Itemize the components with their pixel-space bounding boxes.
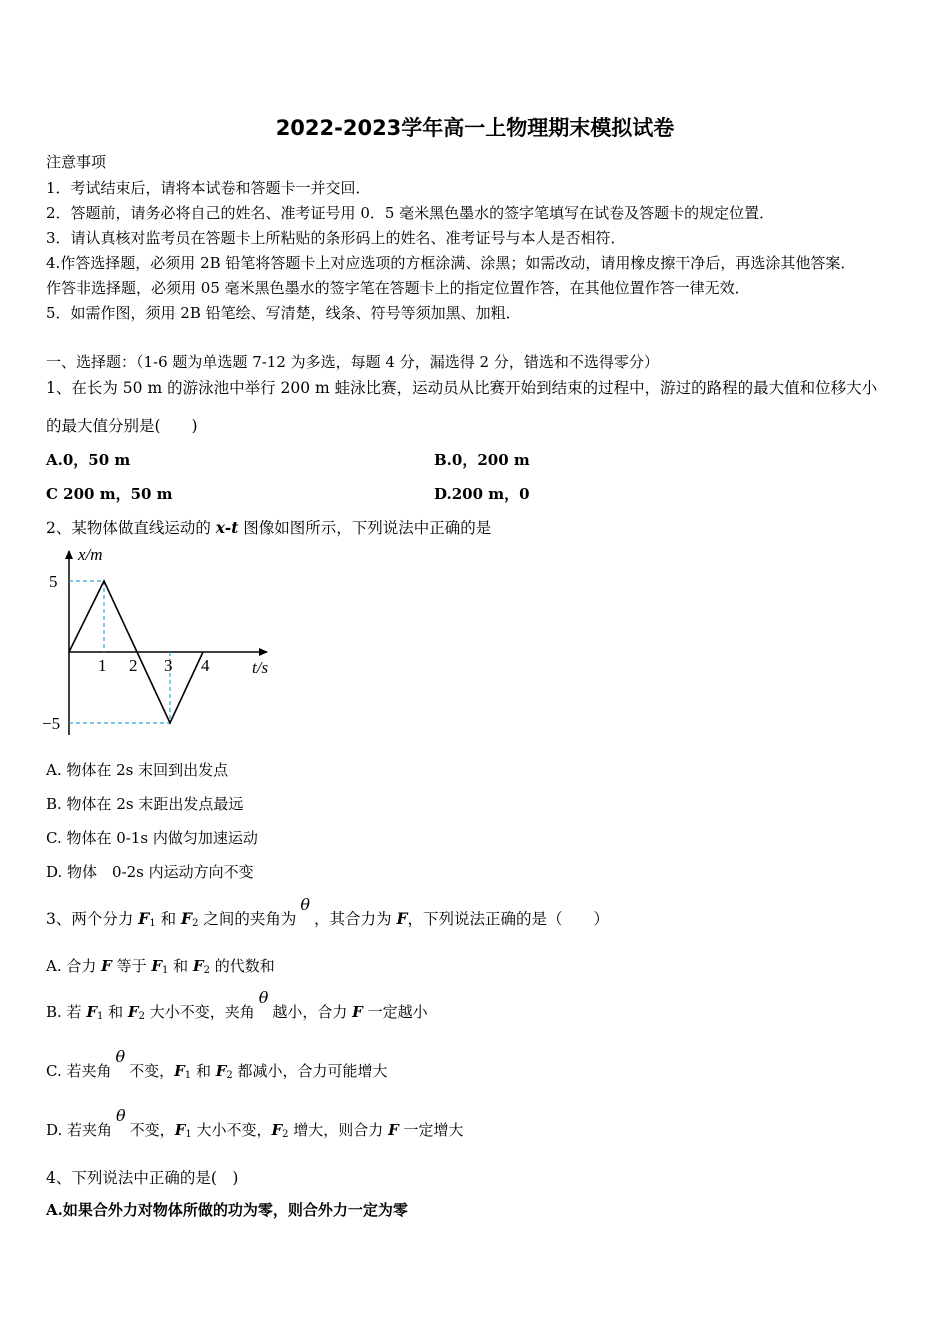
y-axis-label: x/m [78,545,103,564]
x-axis-label: t/s [252,658,269,677]
xt-graph [40,540,290,740]
question-3-option-c: C. 若夹角θ不变，$F_1$ 和 $F_2$ 都减小，合力可能增大 [46,1047,388,1081]
question-2-option-c: C. 物体在 0-1s 内做匀加速运动 [46,829,258,847]
note-item: 5．如需作图，须用 2B 铅笔绘、写清楚，线条、符号等须加黑、加粗． [46,304,521,322]
question-2-stem: 2、某物体做直线运动的 x-t 图像如图所示，下列说法中正确的是 [46,518,492,537]
question-2-option-d: D. 物体 0-2s 内运动方向不变 [46,863,254,881]
question-1-stem: 1、在长为 50 m 的游泳池中举行 200 m 蛙泳比赛，运动员从比赛开始到结束的过程中，游过的路程的最大值和位移大小 [46,379,878,397]
note-item: 作答非选择题，必须用 05 毫米黑色墨水的签字笔在答题卡上的指定位置作答，在其他位置作答一律无效． [46,279,750,297]
question-3-stem: 3、两个分力 $F_1$ 和 $F_2$ 之间的夹角为θ，其合力为 F，下列说法正确的是（ ） [46,895,609,929]
question-1-stem-cont: 的最大值分别是( ) [46,417,198,435]
x-tick-label: 3 [164,656,173,675]
question-1-option-b: B.0，200 m [434,451,530,469]
question-2-option-a: A. 物体在 2s 末回到出发点 [46,761,229,779]
note-item: 4.作答选择题，必须用 2B 铅笔将答题卡上对应选项的方框涂满、涂黑；如需改动，请用橡皮擦干净后，再选涂其他答案． [46,254,856,272]
section-heading: 一、选择题：（1-6 题为单选题 7-12 为多选，每题 4 分，漏选得 2 分，错选和不选得零分） [46,353,659,371]
question-3-option-a: A. 合力 F 等于 $F_1$ 和 $F_2$ 的代数和 [46,957,275,976]
page-title: 2022-2023学年高一上物理期末模拟试卷 [275,116,675,140]
question-1-option-c: C 200 m，50 m [46,485,173,503]
y-tick-label: −5 [42,714,61,733]
note-item: 3．请认真核对监考员在答题卡上所粘贴的条形码上的姓名、准考证号与本人是否相符． [46,229,626,247]
notes-heading: 注意事项 [46,153,107,171]
note-item: 2．答题前，请务必将自己的姓名、准考证号用 0．5 毫米黑色墨水的签字笔填写在试卷及答题卡的规定位置． [46,204,775,222]
question-1-option-d: D.200 m，0 [434,485,530,503]
x-tick-label: 1 [98,656,107,675]
question-2-option-b: B. 物体在 2s 末距出发点最远 [46,795,244,813]
x-tick-label: 4 [201,656,210,675]
y-tick-label: 5 [49,572,58,591]
question-4-option-a: A.如果合外力对物体所做的功为零，则合外力一定为零 [46,1201,408,1219]
note-item: 1．考试结束后，请将本试卷和答题卡一并交回． [46,179,371,197]
question-1-option-a: A.0，50 m [46,451,131,469]
x-tick-label: 2 [129,656,138,675]
question-3-option-b: B. 若 $F_1$ 和 $F_2$ 大小不变，夹角θ越小，合力 F 一定越小 [46,988,428,1022]
question-4-stem: 4、下列说法中正确的是( ) [46,1169,239,1187]
question-3-option-d: D. 若夹角θ不变，$F_1$ 大小不变，$F_2$ 增大，则合力 F 一定增大 [46,1106,464,1140]
